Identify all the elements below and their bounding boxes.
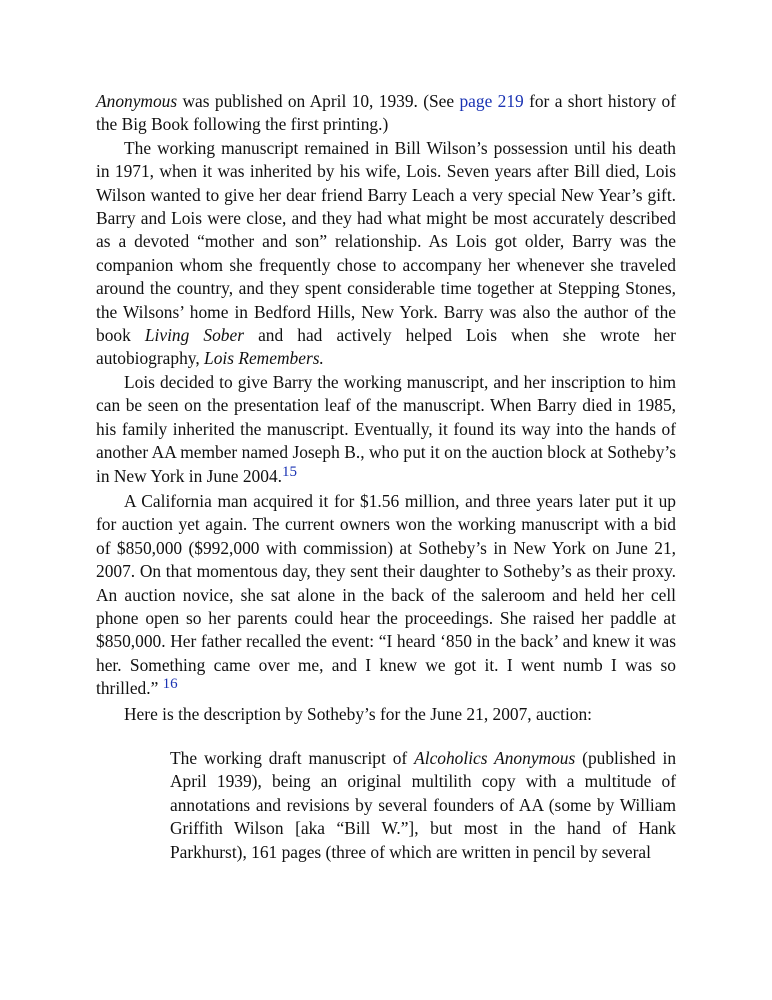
paragraph-3	[96, 371, 676, 488]
book-title-italic: Anonymous	[96, 91, 178, 111]
paragraph-2-text-b: and had actively helped Lois when she wrote her autobiography,	[96, 325, 676, 369]
block-quote	[170, 747, 676, 864]
paragraph-2-text-a: The working manuscript remained in Bill Wilson’s possession until his death in 1971, when it was inherited by his wife, Lois. Seven years after Bill died, Lois Wilson wanted to give her dear friend Barry Leach a very special New Year’s gift. Barry and Lois were close, and they had what might be most accurately described as a devoted “mother and son” relationship. As Lois got older, Barry was the companion whom she frequently chose to accompany her whenever she traveled around the country, and they spent considerable time together at Stepping Stones, the Wilsons’ home in Bedford Hills, New York. Barry was also the author of the book	[96, 137, 676, 346]
paragraph-4-text: A California man acquired it for $1.56 million, and three years later put it up for auction yet again. The current owners won the working manuscript with a bid of $850,000 ($992,000 with commission) at Sotheby’s in New York on June 21, 2007. On that momentous day, they sent their daughter to Sotheby’s as their proxy. An auction novice, she sat alone in the back of the saleroom and held her cell phone open so her parents could hear the proceedings. She raised her paddle at $850,000. Her father recalled the event: “I heard ‘850 in the back’ and knew it was her. Something came over me, and I knew we got it. I went numb I was so thrilled.”	[96, 490, 676, 699]
paragraph-4	[96, 490, 676, 701]
page-body	[96, 90, 676, 864]
block-quote-text-b: (published in April 1939), being an original multilith copy with a multitude of annotations and revisions by several founders of AA (some by William Griffith Wilson [aka “Bill W.”], but most in the hand of Hank Parkhurst), 161 pages (three of which are written in pencil by several	[170, 747, 677, 862]
paragraph-2	[96, 137, 676, 371]
paragraph-5-text: Here is the description by Sotheby’s for the June 21, 2007, auction:	[124, 703, 593, 724]
footnote-15-link[interactable]: 15	[282, 463, 297, 480]
living-sober-title: Living Sober	[144, 325, 244, 346]
lois-remembers-title: Lois Remembers.	[204, 348, 324, 369]
paragraph-5	[96, 703, 676, 726]
page-219-link[interactable]: page 219	[459, 91, 524, 111]
paragraph-1-text-b: for a short history of the Big Book following the first printing.)	[96, 91, 677, 135]
block-quote-text-a: The working draft manuscript of	[170, 747, 415, 768]
paragraph-3-text: Lois decided to give Barry the working manuscript, and her inscription to him can be seen on the presentation leaf of the manuscript. When Barry died in 1985, his family inherited the manuscript. Eventually, it found its way into the hands of another AA member named Joseph B., who put it on the auction block at Sotheby’s in New York in June 2004.	[96, 371, 676, 486]
paragraph-1	[96, 90, 676, 137]
paragraph-1-text-a: was published on April 10, 1939. (See	[177, 91, 460, 111]
footnote-16-link[interactable]: 16	[162, 676, 178, 693]
alcoholics-anonymous-title: Alcoholics Anonymous	[414, 747, 576, 768]
